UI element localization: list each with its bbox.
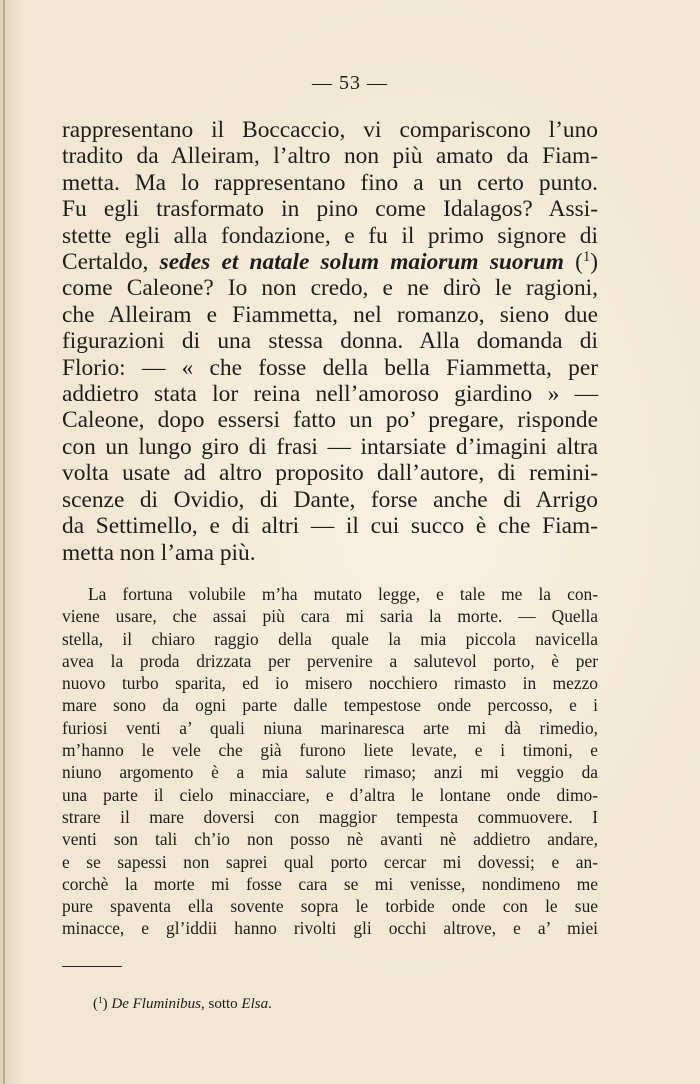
block-quotation	[62, 583, 598, 940]
text-line: volta usate ad altro proposito dall’autore, di remini-	[62, 460, 598, 487]
text-segment: Certaldo,	[62, 249, 149, 276]
quote-line: viene usare, che assai più cara mi saria la morte. — Quella	[62, 606, 598, 627]
page-spine-shadow	[3, 0, 5, 1084]
text-line: figurazioni di una stessa donna. Alla domanda di	[62, 328, 598, 355]
quote-line: mare sono da ogni parte dalle tempestose onde percosso, e i	[62, 695, 598, 716]
main-paragraph	[62, 117, 598, 566]
footnote	[93, 996, 272, 1013]
text-line: Caleone, dopo essersi fatto un po’ pregare, risponde	[62, 407, 598, 434]
footnote-end: .	[268, 996, 272, 1012]
quote-line: niuno argomento è a mia salute rimaso; anzi mi veggio da	[62, 762, 598, 783]
text-line-with-citation	[62, 249, 598, 275]
quote-line: strare il mare doversi con maggior tempesta commuovere. I	[62, 806, 598, 827]
page-number: — 53 —	[312, 72, 388, 94]
text-line: metta. Ma lo rappresentano fino a un certo punto.	[62, 169, 598, 196]
footnote-marker: ($^1$)	[93, 995, 108, 1012]
footnote-title: De Fluminibus	[111, 996, 201, 1012]
footnote-separator	[62, 966, 122, 967]
text-line: da Settimello, e di altri — il cui succo è che Fiam-	[62, 513, 598, 540]
quote-line: stella, il chiaro raggio della quale la mia piccola navicella	[62, 628, 598, 649]
text-line: come Caleone? Io non credo, e ne dirò le ragioni,	[62, 275, 598, 302]
quote-line: pure spaventa ella sovente sopra le torbide onde con le sue	[62, 896, 598, 917]
text-line: tradito da Alleiram, l’altro non più amato da Fiam-	[62, 143, 598, 170]
quote-line: m’hanno le vele che già furono liete levate, e i timoni, e	[62, 740, 598, 761]
text-line: che Alleiram e Fiammetta, nel romanzo, sieno due	[62, 301, 598, 328]
quote-line: minacce, e gl’iddii hanno rivolti gli occhi altrove, e a’ miei	[62, 918, 598, 939]
text-line: metta non l’ama più.	[62, 539, 256, 566]
footnote-middle: , sotto	[200, 996, 242, 1012]
quote-line: avea la proda drizzata per pervenire a salutevol porto, è per	[62, 650, 598, 671]
text-line: stette egli alla fondazione, e fu il primo signore di	[62, 222, 598, 249]
text-line: addietro stata lor reina nell’amoroso giardino » —	[62, 381, 598, 408]
text-line: Fu egli trasformato in pino come Idalagos? Assi-	[62, 196, 598, 223]
text-line: con un lungo giro di frasi — intarsiate d’imagini altra	[62, 433, 598, 460]
quote-line: e se sapessi non saprei qual porto cercar mi dovessi; e an-	[62, 851, 598, 872]
quote-line: venti son tali ch’io non posso nè avanti nè addietro andare,	[62, 829, 598, 850]
footnote-reference: ($^1$)	[575, 249, 598, 276]
quote-line: corchè la morte mi fosse cara se mi venisse, nondimeno me	[62, 873, 598, 894]
text-line: Florio: — « che fosse della bella Fiammetta, per	[62, 354, 598, 381]
text-line: scenze di Ovidio, di Dante, forse anche di Arrigo	[62, 486, 598, 513]
quote-line: nuovo turbo sparita, ed io misero nocchiero rimasto in mezzo	[62, 673, 598, 694]
quote-line: La fortuna volubile m’ha mutato legge, e tale me la con-	[88, 584, 598, 604]
text-line: rappresentano il Boccaccio, vi compariscono l’uno	[62, 117, 598, 143]
footnote-place: Elsa	[241, 996, 269, 1012]
quote-line: una parte il cielo minacciare, e d’altra le lontane onde dimo-	[62, 784, 598, 805]
latin-quotation: sedes et natale solum maiorum suorum	[159, 249, 564, 276]
quote-line: furiosi venti a’ quali niuna marinaresca arte mi dà rimedio,	[62, 717, 598, 738]
